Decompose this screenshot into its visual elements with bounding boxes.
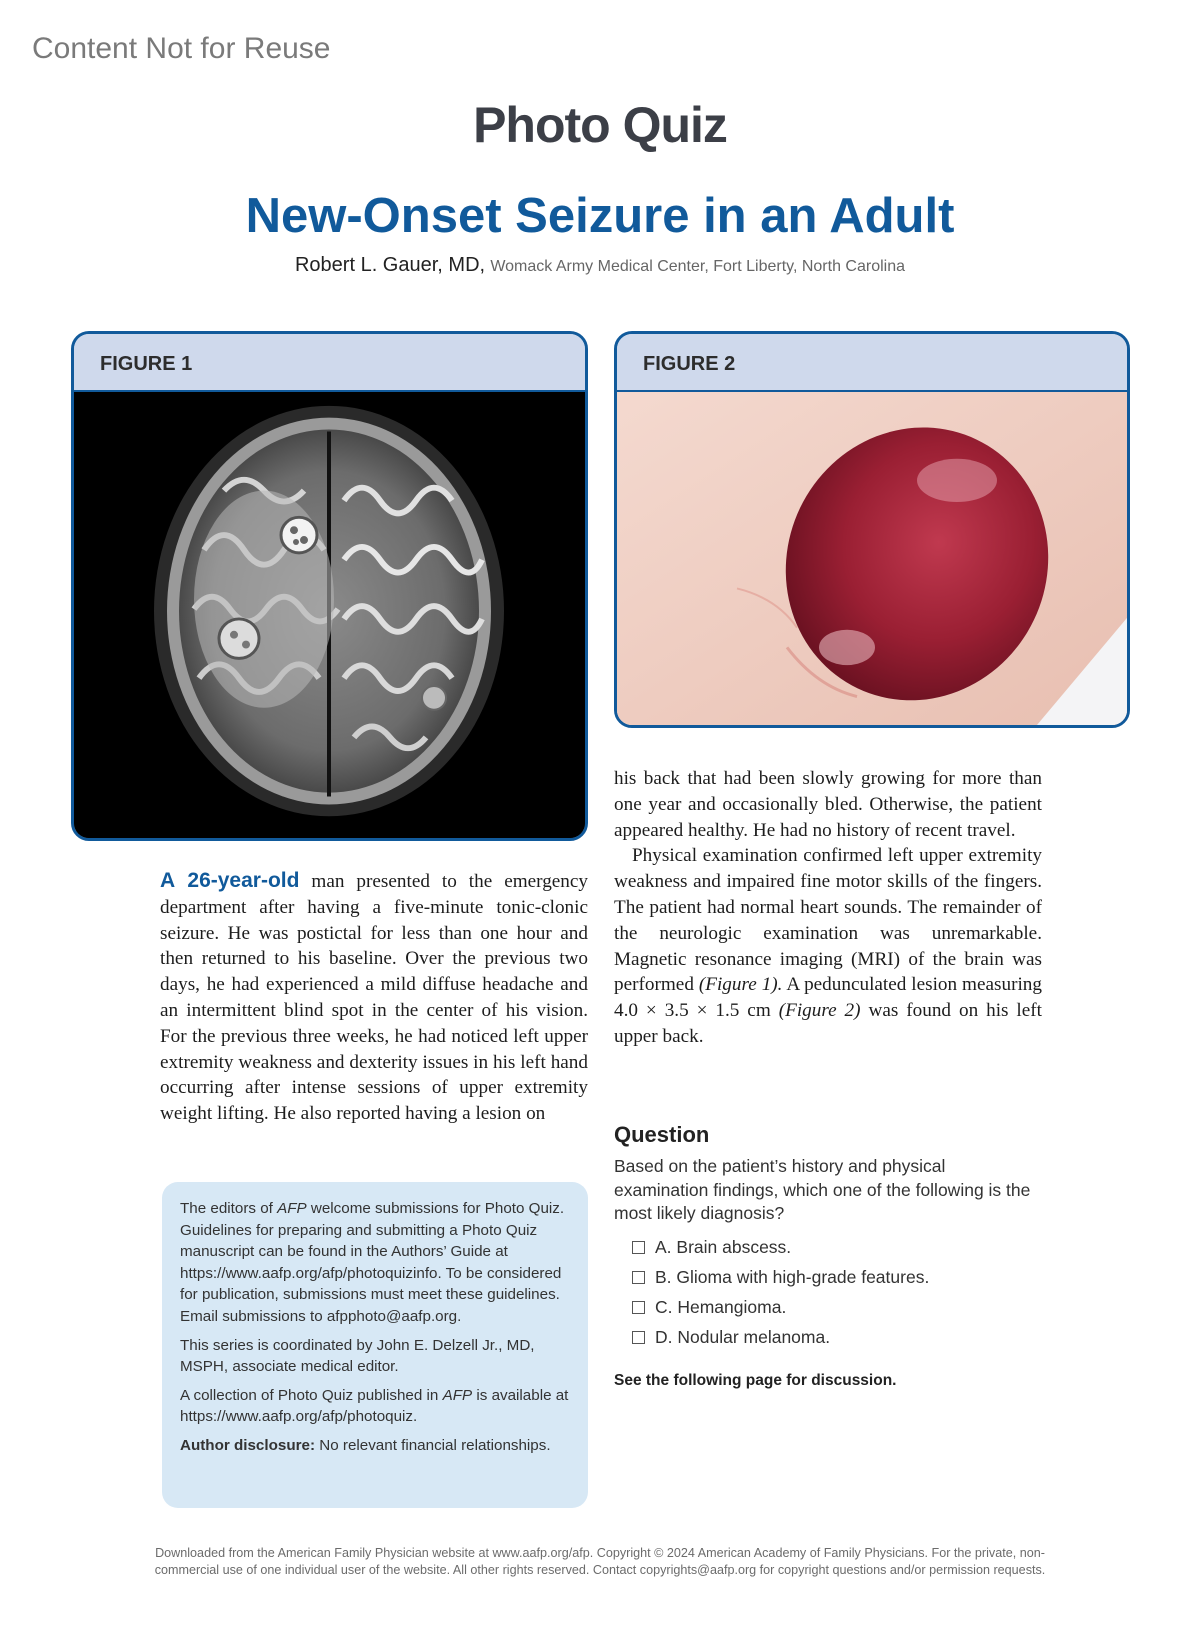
article-title: New-Onset Seizure in an Adult	[245, 189, 955, 243]
checkbox-icon[interactable]	[632, 1331, 645, 1344]
option-a[interactable]	[632, 1232, 929, 1262]
footer-line-1: Downloaded from the American Family Physician website at www.aafp.org/afp. Copyright © 2024 American Academy of Family Physicians. For the private, non-	[155, 1546, 1045, 1560]
figure-1-label: FIGURE 1	[74, 334, 585, 392]
option-d-label: D. Nodular melanoma.	[655, 1326, 831, 1347]
question-text: Based on the patient’s history and physical examination findings, which one of the following is the most likely diagnosis?	[614, 1156, 1031, 1223]
figure-1-mri-image	[74, 392, 585, 838]
figure-2-ref[interactable]: (Figure 2)	[778, 1000, 861, 1022]
info-collection	[180, 1385, 570, 1428]
figure-1-ref[interactable]: (Figure 1).	[698, 974, 783, 996]
option-c-label: C. Hemangioma.	[655, 1296, 787, 1317]
info-text: is available at https://www.aafp.org/afp/photoquiz.	[180, 1386, 569, 1426]
exam-text-b: A pedunculated lesion measuring 4.0 × 3.5 × 1.5 cm	[614, 974, 1042, 1022]
info-text: A collection of Photo Quiz published in	[180, 1386, 439, 1404]
info-text: welcome submissions for Photo Quiz. Guidelines for preparing and submitting a Photo Quiz manuscript can be found in the Authors’ Guide at https://www.aafp.org/afp/photoquizinfo. To be considered for publication, submissions must meet these guidelines. Email submissions to afpphoto@aafp.org.	[180, 1200, 565, 1325]
disclosure-text: No relevant financial relationships.	[319, 1436, 551, 1454]
figure-1	[71, 331, 588, 841]
info-coordinator: This series is coordinated by John E. Delzell Jr., MD, MSPH, associate medical editor.	[180, 1336, 535, 1376]
checkbox-icon[interactable]	[632, 1271, 645, 1284]
afp-italic: AFP	[277, 1200, 307, 1217]
article-body-left	[160, 868, 588, 1127]
section-kicker: Photo Quiz	[473, 97, 727, 153]
figure-2-lesion-image	[617, 392, 1127, 725]
info-submissions	[180, 1198, 570, 1328]
editor-info-box	[162, 1182, 588, 1508]
footer-line-2: commercial use of one individual user of the website. All other rights reserved. Contact copyrights@aafp.org for copyright questions and/or permission requests.	[154, 1563, 1046, 1577]
article-body-right	[614, 766, 1042, 1050]
info-text: The editors of	[180, 1200, 273, 1217]
see-next-page: See the following page for discussion.	[614, 1372, 897, 1389]
answer-options	[632, 1232, 929, 1352]
case-text-left: man presented to the emergency department after having a five-minute tonic-clonic seizure. He was postictal for less than one hour and then returned to his baseline. Over the previous two days, he had experienced a mild diffuse headache and an intermittent blind spot in the center of his vision. For the previous three weeks, he had noticed left upper extremity weakness and dexterity issues in his left hand occurring after intense sessions of upper extremity weight lifting. He also reported having a lesion on	[160, 871, 589, 1125]
info-disclosure	[180, 1435, 570, 1457]
skin-lesion-illustration	[617, 392, 1127, 725]
author-affiliation: Womack Army Medical Center, Fort Liberty, North Carolina	[490, 258, 905, 275]
figure-2-label: FIGURE 2	[617, 334, 1127, 392]
option-b[interactable]	[632, 1262, 929, 1292]
case-text-right-p2	[614, 843, 1042, 1049]
case-text-right-p1: his back that had been slowly growing for more than one year and occasionally bled. Otherwise, the patient appeared healthy. He had no history of recent travel.	[614, 768, 1042, 841]
brain-mri-illustration	[74, 392, 585, 838]
option-c[interactable]	[632, 1292, 929, 1322]
question-heading: Question	[614, 1122, 710, 1147]
option-b-label: B. Glioma with high-grade features.	[655, 1266, 930, 1287]
afp-italic: AFP	[442, 1386, 473, 1404]
option-d[interactable]	[632, 1322, 929, 1352]
watermark: Content Not for Reuse	[32, 32, 331, 65]
copyright-footer	[0, 1545, 1200, 1579]
checkbox-icon[interactable]	[632, 1241, 645, 1254]
lead-in: A 26-year-old	[160, 869, 300, 892]
byline	[0, 254, 1200, 277]
option-a-label: A. Brain abscess.	[655, 1236, 792, 1257]
disclosure-label: Author disclosure:	[180, 1436, 316, 1454]
author-name: Robert L. Gauer, MD,	[294, 254, 486, 276]
checkbox-icon[interactable]	[632, 1301, 645, 1314]
figure-2	[614, 331, 1130, 728]
exam-text-c: was found on his left upper back.	[614, 1000, 1043, 1047]
exam-text-a: Physical examination confirmed left upper extremity weakness and impaired fine motor skills of the fingers. The patient had normal heart sounds. The remainder of the neurologic examination was unremarkable. Magnetic resonance imaging (MRI) of the brain was performed	[614, 845, 1042, 996]
